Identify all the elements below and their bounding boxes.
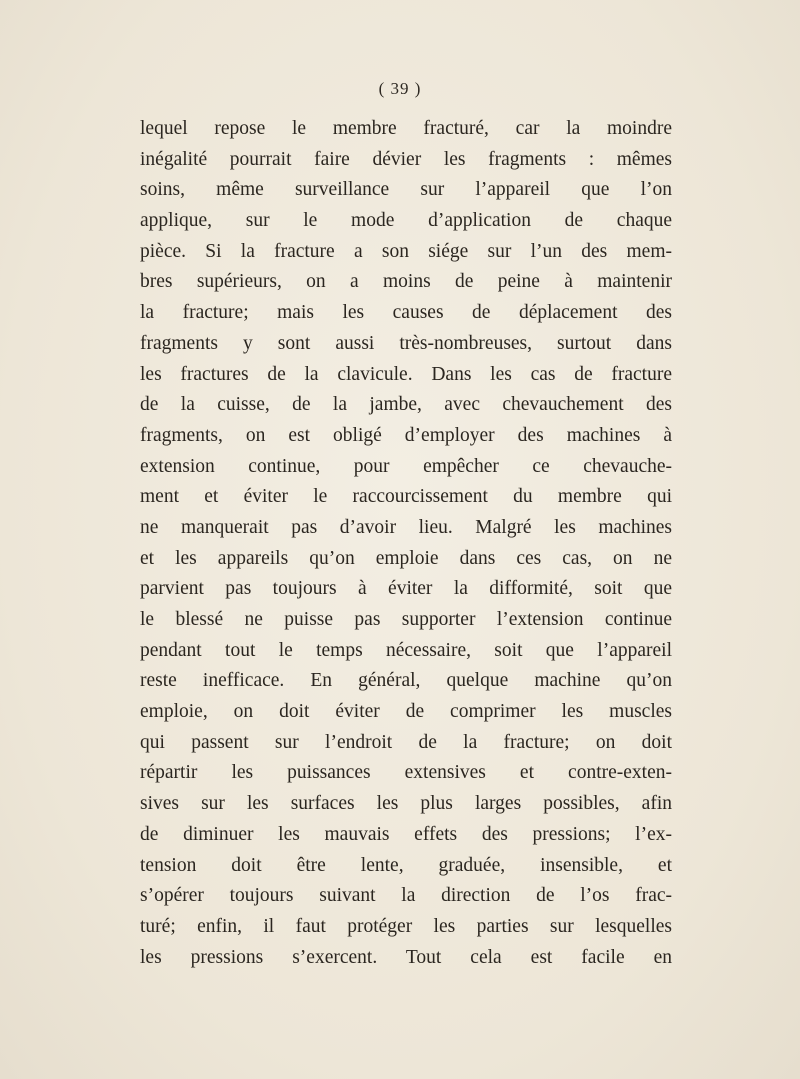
page-number: ( 39 ) xyxy=(378,79,422,98)
text-line: pendant tout le temps nécessaire, soit que l’appareil xyxy=(140,639,672,661)
text-line: les pressions s’exercent. Tout cela est facile en xyxy=(140,946,672,968)
text-line: soins, même surveillance sur l’appareil que l’on xyxy=(140,179,672,201)
text-line: les fractures de la clavicule. Dans les cas de fracture xyxy=(140,363,672,385)
text-line: et les appareils qu’on emploie dans ces cas, on ne xyxy=(140,547,672,569)
text-line: lequel repose le membre fracturé, car la moindre xyxy=(140,118,672,139)
text-line: s’opérer toujours suivant la direction de l’os frac- xyxy=(140,885,672,907)
text-line: la fracture; mais les causes de déplacement des xyxy=(140,302,672,324)
text-line: tension doit être lente, graduée, insensible, et xyxy=(140,854,672,876)
text-line: parvient pas toujours à éviter la difformité, soit que xyxy=(140,578,672,600)
text-line: répartir les puissances extensives et contre-exten- xyxy=(140,762,672,784)
text-line: de diminuer les mauvais effets des pressions; l’ex- xyxy=(140,823,672,845)
text-line: inégalité pourrait faire dévier les fragments : mêmes xyxy=(140,148,672,170)
text-line: applique, sur le mode d’application de chaque xyxy=(140,210,672,232)
text-line: sives sur les surfaces les plus larges possibles, afin xyxy=(140,793,672,815)
text-line: fragments, on est obligé d’employer des machines à xyxy=(140,424,672,446)
text-line: reste inefficace. En général, quelque machine qu’on xyxy=(140,670,672,692)
text-line: bres supérieurs, on a moins de peine à maintenir xyxy=(140,271,672,293)
text-line: turé; enfin, il faut protéger les parties sur lesquelles xyxy=(140,915,672,937)
body-text xyxy=(140,114,672,973)
text-line: le blessé ne puisse pas supporter l’extension continue xyxy=(140,609,672,630)
text-line: pièce. Si la fracture a son siége sur l’un des mem- xyxy=(140,240,672,262)
text-line: emploie, on doit éviter de comprimer les muscles xyxy=(140,701,672,723)
text-line: de la cuisse, de la jambe, avec chevauchement des xyxy=(140,394,672,416)
text-line: extension continue, pour empêcher ce chevauche- xyxy=(140,455,672,477)
text-line: qui passent sur l’endroit de la fracture; on doit xyxy=(140,731,672,753)
text-line: fragments y sont aussi très-nombreuses, surtout dans xyxy=(140,332,672,354)
text-line: ment et éviter le raccourcissement du membre qui xyxy=(140,486,672,508)
text-line: ne manquerait pas d’avoir lieu. Malgré les machines xyxy=(140,516,672,538)
